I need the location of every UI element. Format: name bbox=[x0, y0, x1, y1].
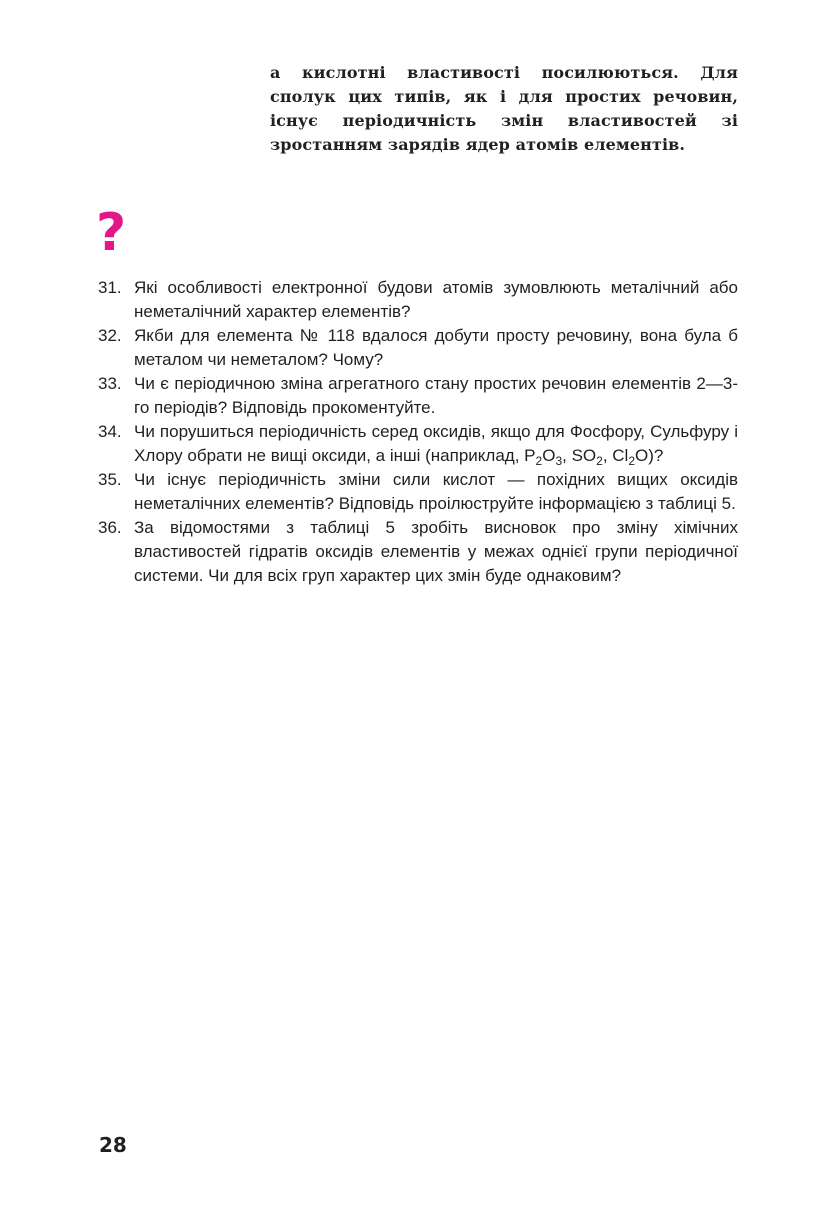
chemical-formula: $P_2O_3$ bbox=[524, 446, 563, 468]
question-item-35 bbox=[98, 468, 738, 516]
questions-list bbox=[98, 276, 738, 588]
page-number: 28 bbox=[99, 1133, 127, 1157]
question-item-34 bbox=[98, 420, 738, 468]
question-text: Чи є періодичною зміна агрегатного стану простих речовин елементів 2—3-го періодів? Відповідь прокоментуйте. bbox=[134, 374, 738, 417]
intro-paragraph: а кислотні властивості посилюються. Для сполук цих типів, як і для простих речовин, існує періодичність змін властивостей зі зростанням зарядів ядер атомів елементів. bbox=[270, 63, 738, 154]
chemical-formula: $Cl_2O$ bbox=[612, 446, 649, 468]
question-text bbox=[134, 422, 738, 468]
question-number: 35. bbox=[98, 470, 122, 489]
question-text-after: )? bbox=[648, 446, 664, 465]
question-text: Якби для елемента № 118 вдалося добути просту речовину, вона була б металом чи неметалом? Чому? bbox=[134, 326, 738, 369]
question-number: 33. bbox=[98, 374, 122, 393]
formula-examples: $P_2O_3$, $SO_2$, $Cl_2O$ bbox=[524, 446, 649, 468]
question-number: 31. bbox=[98, 278, 122, 297]
question-item-33 bbox=[98, 372, 738, 420]
question-text: Чи існує періодичність зміни сили кислот — похідних вищих оксидів неметалічних елементів? Відповідь проілюструйте інформацією з таблиці 5. bbox=[134, 470, 738, 513]
question-text-before: Чи порушиться періодичність серед оксидів, якщо для Фосфору, Сульфуру і Хлору обрати не вищі оксиди, а інші (наприклад, bbox=[134, 422, 738, 465]
question-text: За відомостями з таблиці 5 зробіть висновок про зміну хімічних властивостей гідратів оксидів елементів у межах однієї групи періодичної системи. Чи для всіх груп характер цих змін буде однаковим? bbox=[134, 518, 738, 585]
question-item-36 bbox=[98, 516, 738, 588]
chemical-formula: $SO_2$ bbox=[571, 446, 603, 468]
question-text: Які особливості електронної будови атомів зумовлюють металічний або неметалічний характер елементів? bbox=[134, 278, 738, 321]
question-number: 34. bbox=[98, 422, 122, 441]
question-number: 36. bbox=[98, 518, 122, 537]
question-item-32 bbox=[98, 324, 738, 372]
question-item-31 bbox=[98, 276, 738, 324]
question-number: 32. bbox=[98, 326, 122, 345]
question-mark-icon: ? bbox=[96, 203, 127, 263]
